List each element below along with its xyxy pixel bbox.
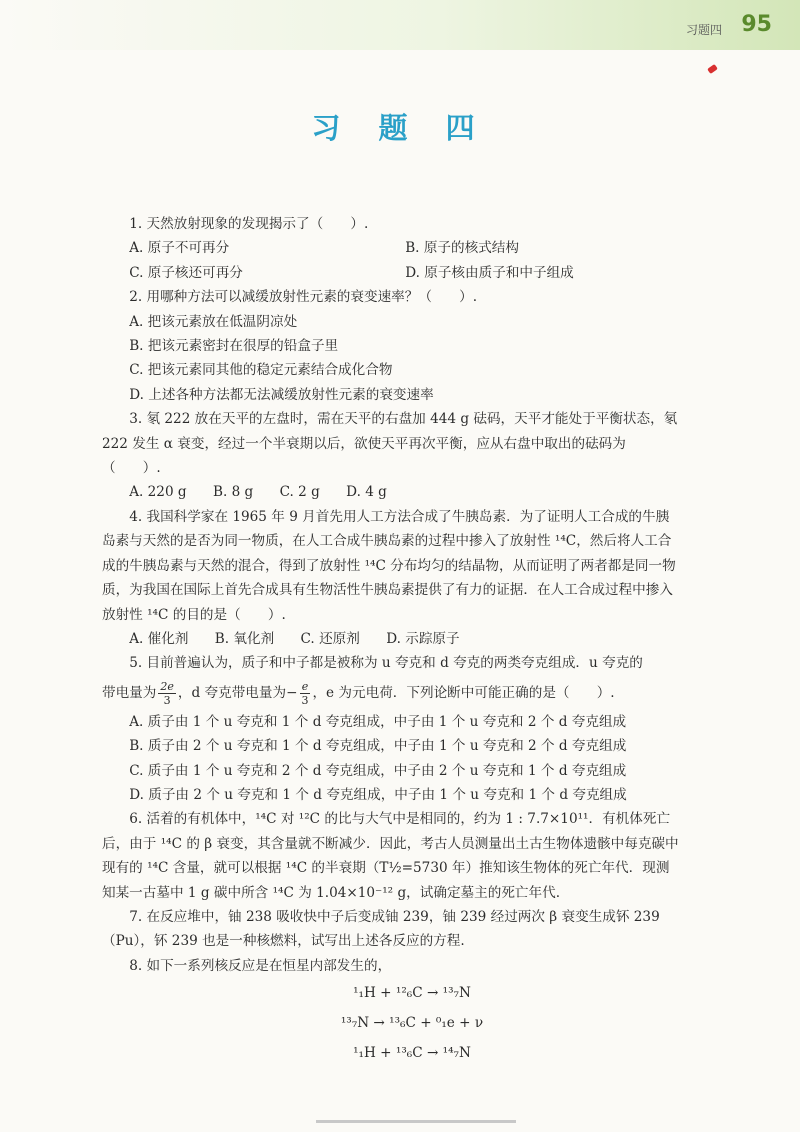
d-charge-denominator: 3: [301, 693, 309, 707]
q1-option-a: A. 原子不可再分: [129, 240, 230, 257]
q4-option-a: A. 催化剂: [129, 630, 189, 647]
q5-charge-text-b: ，d 夸克带电量为−: [177, 684, 298, 701]
header-band: [0, 0, 800, 50]
q8-equation-3: ¹₁H + ¹³₆C → ¹⁴₇N: [353, 1045, 471, 1062]
q5-charge-text-c: ，e 为元电荷．下列论断中可能正确的是（ ）.: [312, 684, 615, 701]
q4-option-d: D. 示踪原子: [386, 630, 460, 647]
q1-option-c: C. 原子核还可再分: [129, 264, 243, 281]
q5-option-a: A. 质子由 1 个 u 夸克和 1 个 d 夸克组成，中子由 1 个 u 夸克和 2 个 d 夸克组成: [129, 713, 627, 730]
q2-option-a: A. 把该元素放在低温阴凉处: [129, 313, 298, 330]
q2-option-c: C. 把该元素同其他的稳定元素结合成化合物: [129, 362, 393, 379]
q8-equation-2: ¹³₇N → ¹³₆C + ⁰₁e + ν: [340, 1015, 484, 1032]
u-charge-numerator: 2e: [160, 679, 174, 693]
q3-stem: 3. 氡 222 放在天平的左盘时，需在天平的右盘加 444 g 砝码，天平才能处于平衡状态，氡 222 发生 α 衰变，经过一个半衰期以后，欲使天平再次平衡，应从右盘中取出的砝码为（ ）.: [102, 411, 678, 477]
q5-option-c: C. 质子由 1 个 u 夸克和 2 个 d 夸克组成，中子由 2 个 u 夸克和 1 个 d 夸克组成: [129, 762, 627, 779]
page-number: 95: [741, 12, 772, 37]
q1-stem: 1. 天然放射现象的发现揭示了（ ）.: [129, 216, 369, 232]
d-charge-fraction: [299, 680, 310, 707]
q4-stem: 4. 我国科学家在 1965 年 9 月首先用人工方法合成了牛胰岛素．为了证明人工合成的牛胰岛素与天然的是否为同一物质，在人工合成牛胰岛素的过程中掺入了放射性 ¹⁴C，然后将人工合成的牛胰岛素与天然的混合，得到了放射性 ¹⁴C 分布均匀的结晶物，从而证明了两者都是同一物质，为我国在国际上首先合成具有生物活性牛胰岛素提供了有力的证据．在人工合成过程中掺入放射性 ¹⁴C 的目的是（ ）.: [102, 508, 676, 623]
q8-text: 8. 如下一系列核反应是在恒星内部发生的，: [129, 957, 392, 974]
q3-option-a: A. 220 g: [129, 484, 187, 501]
q5-stem: 5. 目前普遍认为，质子和中子都是被称为 u 夸克和 d 夸克的两类夸克组成．u 夸克的: [129, 655, 643, 672]
q5-charge-line: [102, 676, 682, 710]
q1-options-row2: [102, 261, 682, 285]
q4-options: [102, 627, 682, 651]
exercise-list: [102, 212, 682, 1068]
page-title: 习 题 四: [311, 111, 489, 145]
red-mark-icon: [707, 64, 718, 74]
q3-options: [102, 480, 682, 504]
q4-option-c: C. 还原剂: [300, 630, 360, 647]
q6-text: 6. 活着的有机体中，¹⁴C 对 ¹²C 的比与大气中是相同的，约为 1 : 7.7×10¹¹．有机体死亡后，由于 ¹⁴C 的 β 衰变，其含量就不断减少．因此，考古人员测量出土古生物体遗骸中每克碳中现有的 ¹⁴C 含量，就可以根据 ¹⁴C 的半衰期（T½=5730 年）推知该生物体的死亡年代．现测知某一古墓中 1 g 碳中所含 ¹⁴C 为 1.04×10⁻¹² g，试确定墓主的死亡年代.: [102, 811, 679, 901]
d-charge-numerator: e: [301, 679, 309, 693]
u-charge-fraction: [158, 680, 176, 707]
q5-option-d: D. 质子由 2 个 u 夸克和 1 个 d 夸克组成，中子由 1 个 u 夸克和 1 个 d 夸克组成: [129, 786, 627, 803]
q1-option-b: B. 原子的核式结构: [405, 240, 519, 257]
q5-option-b: B. 质子由 2 个 u 夸克和 1 个 d 夸克组成，中子由 1 个 u 夸克和 2 个 d 夸克组成: [129, 738, 627, 755]
q5-charge-text-a: 带电量为: [102, 684, 157, 701]
q8-equation-1: ¹₁H + ¹²₆C → ¹³₇N: [353, 985, 471, 1002]
q2-stem: 2. 用哪种方法可以减缓放射性元素的衰变速率？（ ）.: [129, 289, 478, 306]
q3-option-c: C. 2 g: [279, 484, 320, 501]
q1-options-row1: [102, 236, 682, 260]
q4-option-b: B. 氧化剂: [214, 630, 275, 647]
q7-text: 7. 在反应堆中，铀 238 吸收快中子后变成铀 239，铀 239 经过两次 β 衰变生成钚 239（Pu），钚 239 也是一种核燃料，试写出上述各反应的方程.: [102, 908, 660, 950]
running-header-chapter: 习题四: [685, 23, 722, 37]
q2-option-b: B. 把该元素密封在很厚的铅盒子里: [129, 338, 339, 355]
bottom-scroll-bar: [316, 1120, 516, 1123]
q3-option-d: D. 4 g: [346, 484, 387, 501]
q3-option-b: B. 8 g: [212, 484, 254, 501]
q2-option-d: D. 上述各种方法都无法减缓放射性元素的衰变速率: [129, 386, 434, 403]
u-charge-denominator: 3: [163, 693, 171, 707]
q1-option-d: D. 原子核由质子和中子组成: [405, 264, 574, 281]
